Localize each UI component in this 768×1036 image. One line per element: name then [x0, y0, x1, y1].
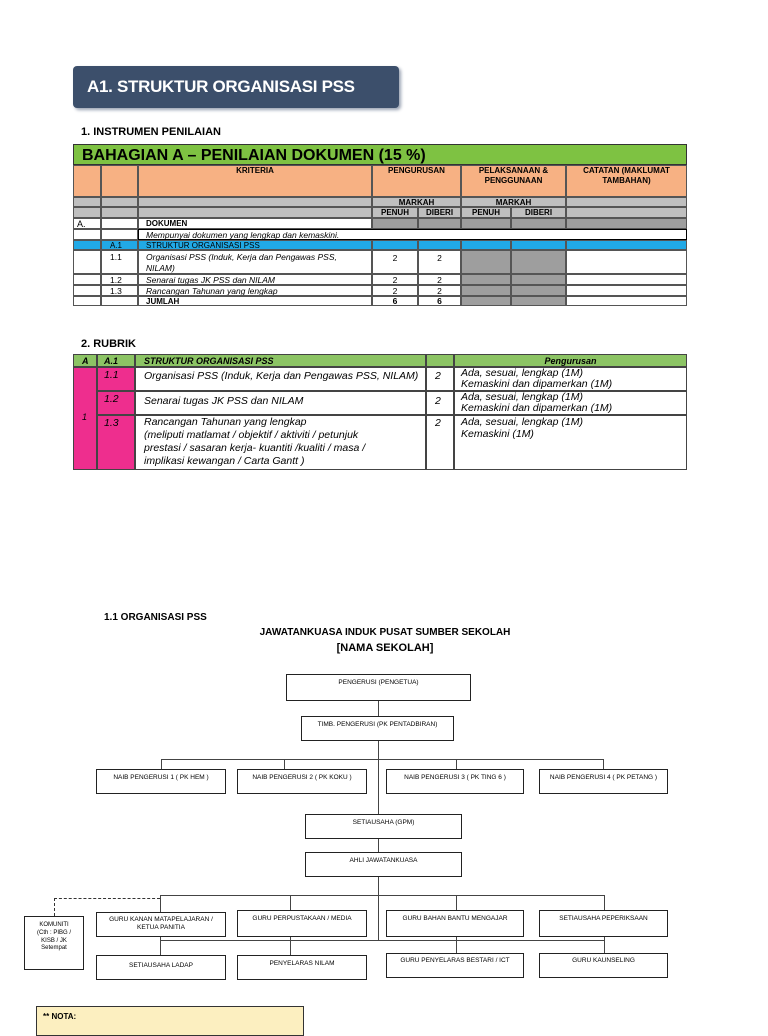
row-1-2-diberi: 2 [418, 274, 461, 285]
rubric-h-a1: A.1 [97, 354, 135, 367]
hdr-pengurusan: PENGURUSAN [372, 165, 461, 197]
row-1-1-code: 1.1 [101, 250, 138, 274]
grey-cell [461, 274, 511, 285]
blue-cell [73, 240, 101, 250]
rubric-1-1-code: 1.1 [97, 367, 135, 391]
box-setiausaha: SETIAUSAHA (GPM) [305, 814, 462, 839]
section-rubrik-title: 2. RUBRIK [81, 338, 137, 350]
banner-title: A1. STRUKTUR ORGANISASI PSS [87, 77, 355, 96]
catatan-cell [566, 285, 687, 296]
rubric-h-title: STRUKTUR ORGANISASI PSS [135, 354, 426, 367]
rubric-table [73, 354, 687, 470]
rubric-h-pengurusan: Pengurusan [454, 354, 687, 367]
row-1-3-diberi: 2 [418, 285, 461, 296]
connector [378, 839, 379, 852]
row-a-label: DOKUMEN [138, 218, 372, 229]
grey-cell [461, 250, 511, 274]
rubric-1-2-code: 1.2 [97, 391, 135, 415]
hdr-blank-2 [101, 165, 138, 197]
rubric-1-2-score: 2 [426, 391, 454, 415]
row-1-2-penuh: 2 [372, 274, 418, 285]
box-penyelaras-bestari: GURU PENYELARAS BESTARI / ICT [386, 953, 524, 978]
grey-cell [566, 197, 687, 207]
dashed-connector [54, 898, 160, 899]
box-setiausaha-ladap: SETIAUSAHA LADAP [96, 955, 226, 980]
box-setiausaha-peperiksaan: SETIAUSAHA PEPERIKSAAN [539, 910, 668, 937]
empty-cell [101, 296, 138, 306]
penuh-label-1: PENUH [372, 207, 418, 218]
org-subtitle: [NAMA SEKOLAH] [336, 642, 434, 654]
rubric-h-a: A [73, 354, 97, 367]
grey-cell [101, 197, 138, 207]
connector [603, 759, 604, 769]
grey-cell [566, 207, 687, 218]
box-naib-2: NAIB PENGERUSI 2 ( PK KOKU ) [237, 769, 367, 794]
box-penyelaras-nilam: PENYELARAS NILAM [237, 955, 367, 980]
hdr-pelaksanaan: PELAKSANAAN & PENGGUNAAN [461, 165, 566, 197]
row-a1-code: A.1 [101, 240, 138, 250]
box-guru-bbm: GURU BAHAN BANTU MENGAJAR [386, 910, 524, 937]
title-banner [73, 66, 399, 108]
nota-label: ** NOTA: [43, 1012, 77, 1021]
rubric-1-3-code: 1.3 [97, 415, 135, 470]
dashed-connector [54, 898, 55, 916]
rubric-side-num: 1 [73, 367, 97, 470]
blue-cell [511, 240, 566, 250]
empty-cell [73, 285, 101, 296]
blue-cell [566, 240, 687, 250]
hdr-kriteria: KRITERIA [138, 165, 372, 197]
empty-cell [73, 296, 101, 306]
connector [160, 937, 161, 955]
rubric-1-3-desc: Ada, sesuai, lengkap (1M) Kemaskini (1M) [454, 415, 687, 470]
jumlah-penuh: 6 [372, 296, 418, 306]
box-naib-1: NAIB PENGERUSI 1 ( PK HEM ) [96, 769, 226, 794]
catatan-cell [566, 250, 687, 274]
connector [160, 895, 161, 912]
box-ahli-jawatankuasa: AHLI JAWATANKUASA [305, 852, 462, 877]
box-guru-perpustakaan: GURU PERPUSTAKAAN / MEDIA [237, 910, 367, 937]
grey-cell [511, 296, 566, 306]
rubric-1-3-text: Rancangan Tahunan yang lengkap (meliputi matlamat / objektif / aktiviti / petunjuk prestasi / sasaran kerja- kuantiti /kualiti / masa / implikasi kewangan / Carta Gantt ) [135, 415, 426, 470]
grey-cell [511, 285, 566, 296]
connector [604, 937, 605, 953]
jumlah-diberi: 6 [418, 296, 461, 306]
connector [284, 759, 285, 769]
box-naib-4: NAIB PENGERUSI 4 ( PK PETANG ) [539, 769, 668, 794]
connector [456, 759, 457, 769]
grey-cell [138, 197, 372, 207]
connector [290, 895, 291, 910]
box-naib-3: NAIB PENGERUSI 3 ( PK TING 6 ) [386, 769, 524, 794]
connector [604, 895, 605, 910]
connector [160, 940, 605, 941]
catatan-cell [566, 296, 687, 306]
grey-cell [418, 218, 461, 229]
rubric-h-blank [426, 354, 454, 367]
grey-cell [372, 218, 418, 229]
row-1-2-code: 1.2 [101, 274, 138, 285]
empty-cell [101, 229, 138, 240]
connector [378, 701, 379, 716]
rubric-1-2-text: Senarai tugas JK PSS dan NILAM [135, 391, 426, 415]
empty-cell [101, 218, 138, 229]
hdr-blank-1 [73, 165, 101, 197]
row-1-3-code: 1.3 [101, 285, 138, 296]
blue-cell [461, 240, 511, 250]
box-komuniti: KOMUNITI (Cth : PIBG / KISB / JK Setempat [24, 916, 84, 970]
row-description: Mempunyai dokumen yang lengkap dan kemaskini. [138, 229, 687, 240]
connector [456, 895, 457, 910]
rubric-1-3-score: 2 [426, 415, 454, 470]
grey-cell [73, 207, 101, 218]
row-1-1-diberi: 2 [418, 250, 461, 274]
row-a-code: A. [73, 218, 101, 229]
row-a1-label: STRUKTUR ORGANISASI PSS [138, 240, 372, 250]
connector [378, 741, 379, 760]
markah-label-1: MARKAH [372, 197, 461, 207]
box-guru-kaunseling: GURU KAUNSELING [539, 953, 668, 978]
rubric-1-1-desc: Ada, sesuai, lengkap (1M) Kemaskini dan dipamerkan (1M) [454, 367, 687, 391]
rubric-1-1-score: 2 [426, 367, 454, 391]
diberi-label-2: DIBERI [511, 207, 566, 218]
empty-cell [73, 229, 101, 240]
blue-cell [418, 240, 461, 250]
connector [161, 759, 162, 769]
grey-cell [101, 207, 138, 218]
nota-box [36, 1006, 304, 1036]
blue-cell [372, 240, 418, 250]
connector [290, 937, 291, 955]
connector [378, 877, 379, 941]
jumlah-label: JUMLAH [138, 296, 372, 306]
row-1-2-label: Senarai tugas JK PSS dan NILAM [138, 274, 372, 285]
section-instrumen-title: 1. INSTRUMEN PENILAIAN [81, 126, 221, 138]
connector [160, 895, 605, 896]
empty-cell [73, 274, 101, 285]
catatan-cell [566, 274, 687, 285]
org-section-title: 1.1 ORGANISASI PSS [104, 612, 207, 623]
grey-cell [511, 274, 566, 285]
row-1-1-penuh: 2 [372, 250, 418, 274]
rubric-1-2-desc: Ada, sesuai, lengkap (1M) Kemaskini dan dipamerkan (1M) [454, 391, 687, 415]
row-1-3-label: Rancangan Tahunan yang lengkap [138, 285, 372, 296]
markah-label-2: MARKAH [461, 197, 566, 207]
grey-cell [511, 218, 566, 229]
connector [456, 937, 457, 953]
connector [378, 760, 379, 814]
diberi-label-1: DIBERI [418, 207, 461, 218]
table-heading: BAHAGIAN A – PENILAIAN DOKUMEN (15 %) [73, 144, 687, 165]
empty-cell [73, 250, 101, 274]
box-timb-pengerusi: TIMB. PENGERUSI (PK PENTADBIRAN) [301, 716, 454, 741]
grey-cell [511, 250, 566, 274]
row-1-3-penuh: 2 [372, 285, 418, 296]
penuh-label-2: PENUH [461, 207, 511, 218]
grey-cell [461, 218, 511, 229]
grey-cell [138, 207, 372, 218]
connector [161, 759, 604, 760]
hdr-catatan: CATATAN (MAKLUMAT TAMBAHAN) [566, 165, 687, 197]
rubric-1-1-text: Organisasi PSS (Induk, Kerja dan Pengawas PSS, NILAM) [135, 367, 426, 391]
org-title: JAWATANKUASA INDUK PUSAT SUMBER SEKOLAH [259, 627, 511, 638]
row-1-1-label: Organisasi PSS (Induk, Kerja dan Pengawas PSS, NILAM) [138, 250, 372, 274]
grey-cell [73, 197, 101, 207]
grey-cell [461, 285, 511, 296]
grey-cell [461, 296, 511, 306]
box-guru-kanan: GURU KANAN MATAPELAJARAN / KETUA PANITIA [96, 912, 226, 937]
grey-cell [566, 218, 687, 229]
box-pengerusi: PENGERUSI (PENGETUA) [286, 674, 471, 701]
